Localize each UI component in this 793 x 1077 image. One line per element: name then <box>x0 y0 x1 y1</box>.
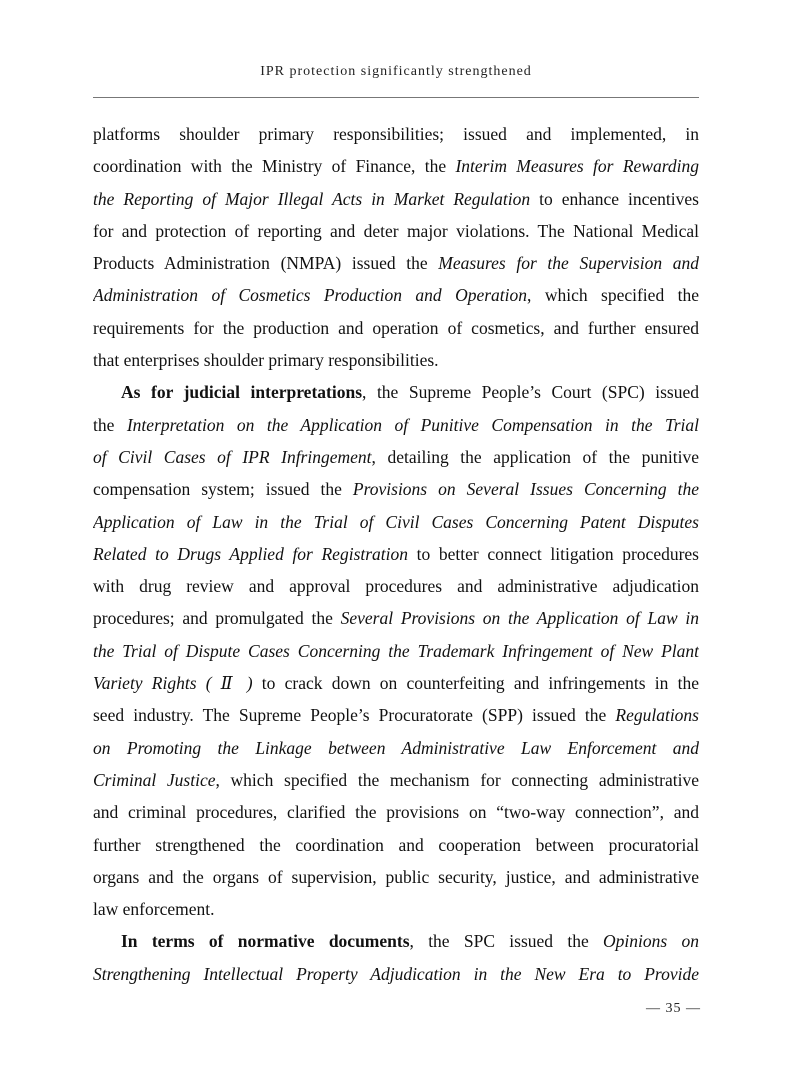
text-run: platforms shoulder primary responsibilities; issued and implemented, in <box>93 124 699 144</box>
bold-lead-in: In terms of normative documents <box>121 931 410 952</box>
text-run: to better connect litigation procedures <box>408 543 699 564</box>
italic-title: Strengthening Intellectual Property Adjudication in the New Era to Provide <box>93 963 699 984</box>
text-run: coordination with the Ministry of Finance, the <box>93 156 456 177</box>
text-run: the <box>93 414 127 435</box>
text-line <box>93 409 699 441</box>
text-run: to crack down on counterfeiting and infringements in the <box>252 673 699 694</box>
text-run: procedures; and promulgated the <box>93 608 341 629</box>
text-run: for and protection of reporting and deter major violations. The National Medical <box>93 220 699 241</box>
italic-title: the Reporting of Major Illegal Acts in Market Regulation <box>93 188 531 209</box>
italic-title: the Trial of Dispute Cases Concerning the Trademark Infringement of New Plant <box>93 640 699 661</box>
bold-lead-in: As for judicial interpretations <box>121 382 363 403</box>
italic-title: Regulations <box>615 705 699 726</box>
text-line <box>93 732 699 764</box>
text-line <box>93 667 699 699</box>
text-line <box>93 602 699 634</box>
text-line <box>93 861 699 893</box>
text-line <box>93 925 699 957</box>
header-rule <box>93 97 699 98</box>
text-line <box>93 150 699 182</box>
text-run: Products Administration (NMPA) issued the <box>93 253 439 274</box>
text-line <box>93 247 699 279</box>
text-line <box>93 473 699 505</box>
italic-title: Measures for the Supervision and <box>438 253 699 274</box>
text-run: organs and the organs of supervision, public security, justice, and administrative <box>93 866 699 887</box>
italic-title: on Promoting the Linkage between Administrative Law Enforcement and <box>93 737 699 758</box>
italic-title: Opinions on <box>603 931 699 952</box>
italic-title: Interpretation on the Application of Punitive Compensation in the Trial <box>126 414 699 435</box>
italic-title: Several Provisions on the Application of Law in <box>340 608 699 629</box>
text-line <box>93 635 699 667</box>
text-line <box>93 183 699 215</box>
text-line <box>93 215 699 247</box>
text-run: seed industry. The Supreme People’s Procuratorate (SPP) issued the <box>93 705 616 726</box>
text-line <box>93 344 699 376</box>
text-run: with drug review and approval procedures and administrative adjudication <box>93 576 699 597</box>
text-line <box>93 441 699 473</box>
text-line <box>93 699 699 731</box>
text-run: , the Supreme People’s Court (SPC) issued <box>362 382 699 403</box>
text-run: , the SPC issued the <box>409 931 604 952</box>
text-line <box>93 538 699 570</box>
text-line <box>93 570 699 602</box>
italic-title: Related to Drugs Applied for Registration <box>93 543 409 564</box>
text-run: and criminal procedures, clarified the provisions on “two-way connection”, and <box>93 802 699 823</box>
text-line <box>93 764 699 796</box>
italic-title: Application of Law in the Trial of Civil Cases Concerning Patent Disputes <box>93 511 699 532</box>
text-line <box>93 893 699 925</box>
italic-title: Provisions on Several Issues Concerning the <box>352 479 699 500</box>
text-line <box>93 506 699 538</box>
text-run: that enterprises shoulder primary responsibilities. <box>93 350 439 371</box>
text-line <box>93 279 699 311</box>
italic-title: Criminal Justice <box>93 769 216 790</box>
running-header: IPR protection significantly strengthened <box>260 64 532 79</box>
text-run: , which specified the mechanism for connecting administrative <box>215 769 699 790</box>
text-line <box>93 118 699 150</box>
text-line <box>93 796 699 828</box>
text-run: further strengthened the coordination and cooperation between procuratorial <box>93 834 699 855</box>
body-text <box>93 118 699 990</box>
text-run: compensation system; issued the <box>93 479 353 500</box>
text-line <box>93 958 699 990</box>
text-run: , detailing the application of the punitive <box>371 446 699 467</box>
page-number: — 35 — <box>646 1001 701 1016</box>
text-run: law enforcement. <box>93 899 215 920</box>
italic-title: Interim Measures for Rewarding <box>455 156 699 177</box>
italic-title: Administration of Cosmetics Production and Operation <box>93 285 528 306</box>
text-run: , which specified the <box>527 285 699 306</box>
italic-title: Variety Rights ( Ⅱ ) <box>93 673 253 694</box>
text-line <box>93 376 699 408</box>
text-run: to enhance incentives <box>530 188 699 209</box>
text-run: requirements for the production and operation of cosmetics, and further ensured <box>93 317 699 338</box>
text-line <box>93 312 699 344</box>
italic-title: of Civil Cases of IPR Infringement <box>93 446 372 467</box>
text-line <box>93 829 699 861</box>
